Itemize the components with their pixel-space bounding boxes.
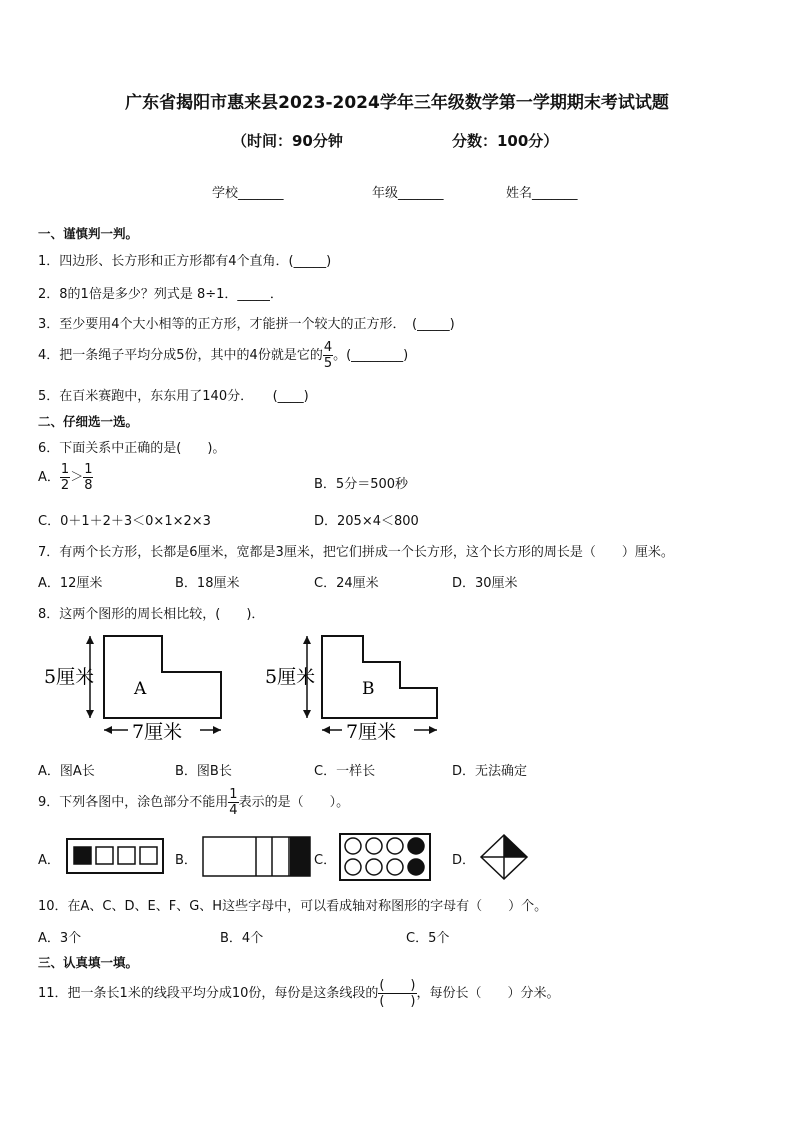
question-8-option-a: A．图A长 xyxy=(38,764,95,779)
arrow-head-right xyxy=(213,726,221,734)
exam-score: 分数：100分） xyxy=(452,132,559,150)
question-10-option-a: A．3个 xyxy=(38,931,82,946)
question-4-blank: 。(________) xyxy=(333,348,409,363)
arrow-head-up xyxy=(303,636,311,644)
question-11 xyxy=(38,978,560,1009)
question-3: 3．至少要用4个大小相等的正方形，才能拼一个较大的正方形． (_____) xyxy=(38,317,455,332)
question-9 xyxy=(38,787,349,818)
arrow-head-down xyxy=(303,710,311,718)
question-7-option-b: B．18厘米 xyxy=(175,576,240,591)
question-8-option-b: B．图B长 xyxy=(175,764,232,779)
blank-square xyxy=(96,847,113,864)
blank-circle xyxy=(345,859,361,875)
blank-circle xyxy=(387,838,403,854)
denominator: 2 xyxy=(60,478,70,493)
shape-a-outline xyxy=(104,636,221,718)
question-11-text: 11．把一条长1米的线段平均分成10份，每份是这条线段的 xyxy=(38,986,379,1001)
option-c-circles-figure xyxy=(339,833,431,881)
denominator-blank: ( ) xyxy=(379,994,416,1009)
arrow-head-right xyxy=(429,726,437,734)
question-6-option-b: B．5分＝500秒 xyxy=(314,477,409,492)
shape-b-outline xyxy=(322,636,437,718)
question-9-text: 9．下列各图中，涂色部分不能用 xyxy=(38,795,229,810)
question-10: 10．在A、C、D、E、F、G、H这些字母中，可以看成轴对称图形的字母有（ ）个。 xyxy=(38,899,548,914)
exam-time: （时间：90分钟 xyxy=(232,132,343,150)
shaded-part xyxy=(290,837,310,876)
width-label: 7厘米 xyxy=(132,721,183,743)
question-8: 8．这两个图形的周长相比较，( )． xyxy=(38,607,265,622)
shape-b-label: B xyxy=(362,679,375,699)
numerator: 4 xyxy=(323,340,333,355)
question-7-option-c: C．24厘米 xyxy=(314,576,379,591)
fraction-4-5 xyxy=(323,340,333,371)
fraction-1-8 xyxy=(83,462,93,493)
shape-a-label: A xyxy=(134,679,147,699)
arrow-head-up xyxy=(86,636,94,644)
school-field: 学校_______ xyxy=(212,186,284,201)
option-label: A． xyxy=(38,470,60,485)
blank-square xyxy=(118,847,135,864)
denominator: 5 xyxy=(323,356,333,371)
exam-title: 广东省揭阳市惠来县2023-2024学年三年级数学第一学期期末考试试题 xyxy=(125,93,669,113)
arrow-head-down xyxy=(86,710,94,718)
question-6: 6．下面关系中正确的是( )。 xyxy=(38,441,226,456)
figure-b xyxy=(262,630,452,745)
greater-than-sign: ＞ xyxy=(70,470,84,485)
blank-circle xyxy=(366,838,382,854)
numerator: 1 xyxy=(229,787,238,802)
arrow-head-left xyxy=(322,726,330,734)
height-label: 5厘米 xyxy=(265,666,316,688)
blank-circle xyxy=(387,859,403,875)
question-9-tail: 表示的是（ ）。 xyxy=(238,795,350,810)
shaded-circle xyxy=(408,838,424,854)
figure-a xyxy=(40,630,230,745)
numerator: 1 xyxy=(60,462,70,477)
question-6-option-d: D．205×4＜800 xyxy=(314,514,419,529)
section-3-heading: 三、认真填一填。 xyxy=(38,955,139,970)
question-4-text: 4．把一条绳子平均分成5份，其中的4份就是它的 xyxy=(38,348,323,363)
blank-circle xyxy=(345,838,361,854)
fraction-1-4 xyxy=(228,787,238,818)
question-6-option-c: C．0＋1＋2＋3＜0×1×2×3 xyxy=(38,514,211,529)
question-9-option-d-label: D． xyxy=(452,853,476,868)
section-2-heading: 二、仔细选一选。 xyxy=(38,414,139,429)
arrow-head-left xyxy=(104,726,112,734)
question-7: 7．有两个长方形，长都是6厘米，宽都是3厘米，把它们拼成一个长方形，这个长方形的周长是（ ）厘米。 xyxy=(38,545,674,560)
question-8-option-d: D．无法确定 xyxy=(452,764,528,779)
question-1: 1．四边形、长方形和正方形都有4个直角．(_____) xyxy=(38,254,332,269)
numerator: 1 xyxy=(84,462,93,477)
question-9-option-c-label: C． xyxy=(314,853,337,868)
denominator: 4 xyxy=(229,803,238,818)
question-9-option-a-label: A． xyxy=(38,853,60,868)
question-6-option-a xyxy=(38,462,93,493)
width-label: 7厘米 xyxy=(346,721,397,743)
question-2: 2．8的1倍是多少？列式是 8÷1．_____． xyxy=(38,287,283,302)
option-b-strip-figure xyxy=(202,836,311,877)
grade-field: 年级_______ xyxy=(372,186,444,201)
denominator: 8 xyxy=(84,478,93,493)
question-7-option-a: A．12厘米 xyxy=(38,576,103,591)
question-10-option-b: B．4个 xyxy=(220,931,264,946)
question-4 xyxy=(38,340,408,371)
shaded-square xyxy=(74,847,91,864)
fraction-blank xyxy=(378,978,416,1009)
fraction-1-2 xyxy=(60,462,70,493)
question-9-option-b-label: B． xyxy=(175,853,197,868)
blank-circle xyxy=(366,859,382,875)
question-5: 5．在百米赛跑中，东东用了140分． (____) xyxy=(38,389,309,404)
blank-square xyxy=(140,847,157,864)
question-8-option-c: C．一样长 xyxy=(314,764,376,779)
option-a-squares-figure xyxy=(66,838,164,874)
height-label: 5厘米 xyxy=(44,666,95,688)
question-7-option-d: D．30厘米 xyxy=(452,576,518,591)
numerator-blank: ( ) xyxy=(379,978,416,993)
option-d-diamond-figure xyxy=(479,833,529,881)
question-10-option-c: C．5个 xyxy=(406,931,450,946)
section-1-heading: 一、谨慎判一判。 xyxy=(38,226,139,241)
shaded-circle xyxy=(408,859,424,875)
name-field: 姓名_______ xyxy=(506,186,578,201)
question-11-tail: ，每份长（ ）分米。 xyxy=(416,986,560,1001)
